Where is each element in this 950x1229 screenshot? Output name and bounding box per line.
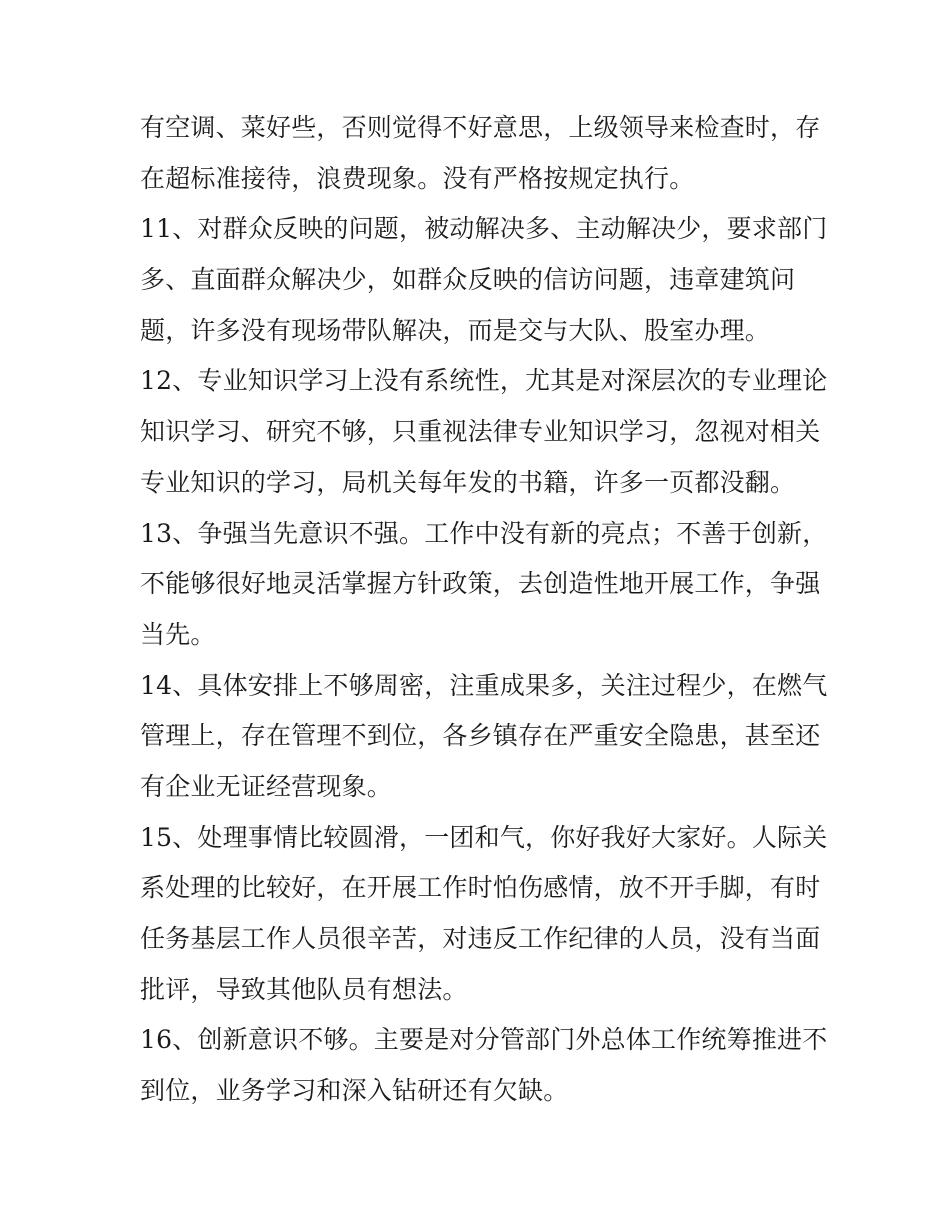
text-line: 11、对群众反映的问题，被动解决多、主动解决少，要求部门 <box>140 214 828 244</box>
paragraph-item-15 <box>140 813 830 1016</box>
text-line: 15、处理事情比较圆滑，一团和气，你好我好大家好。人际关 <box>140 822 828 852</box>
paragraph-item-12 <box>140 356 830 508</box>
text-line: 多、直面群众解决少，如群众反映的信访问题，违章建筑问 <box>140 265 796 295</box>
text-line: 有企业无证经营现象。 <box>140 771 393 801</box>
paragraph-item-16 <box>140 1015 830 1116</box>
paragraph-item-13 <box>140 509 830 661</box>
text-line: 管理上，存在管理不到位，各乡镇存在严重安全隐患，甚至还 <box>140 721 821 751</box>
text-line: 系处理的比较好，在开展工作时怕伤感情，放不开手脚，有时 <box>140 873 821 903</box>
paragraph-item-14 <box>140 661 830 813</box>
text-line: 14、具体安排上不够周密，注重成果多，关注过程少，在燃气 <box>140 670 828 700</box>
text-line: 不能够很好地灵活掌握方针政策，去创造性地开展工作，争强 <box>140 569 821 599</box>
text-line: 到位，业务学习和深入钻研还有欠缺。 <box>140 1076 569 1106</box>
text-line: 16、创新意识不够。主要是对分管部门外总体工作统筹推进不 <box>140 1025 828 1055</box>
text-line: 有空调、菜好些，否则觉得不好意思，上级领导来检查时，存 <box>140 113 821 142</box>
text-line: 在超标准接待，浪费现象。没有严格按规定执行。 <box>140 163 695 193</box>
text-line: 12、专业知识学习上没有系统性，尤其是对深层次的专业理论 <box>140 366 828 396</box>
paragraph-continued <box>140 103 830 204</box>
text-line: 专业知识的学习，局机关每年发的书籍，许多一页都没翻。 <box>140 467 796 497</box>
text-line: 任务基层工作人员很辛苦，对违反工作纪律的人员，没有当面 <box>140 924 821 953</box>
text-line: 题，许多没有现场带队解决，而是交与大队、股室办理。 <box>140 315 771 345</box>
paragraph-item-11 <box>140 204 830 356</box>
text-line: 知识学习、研究不够，只重视法律专业知识学习，忽视对相关 <box>140 417 821 447</box>
text-line: 当先。 <box>140 619 216 649</box>
text-line: 批评，导致其他队员有想法。 <box>140 974 468 1004</box>
text-line: 13、争强当先意识不强。工作中没有新的亮点；不善于创新， <box>140 518 828 548</box>
document-page <box>140 103 830 1117</box>
